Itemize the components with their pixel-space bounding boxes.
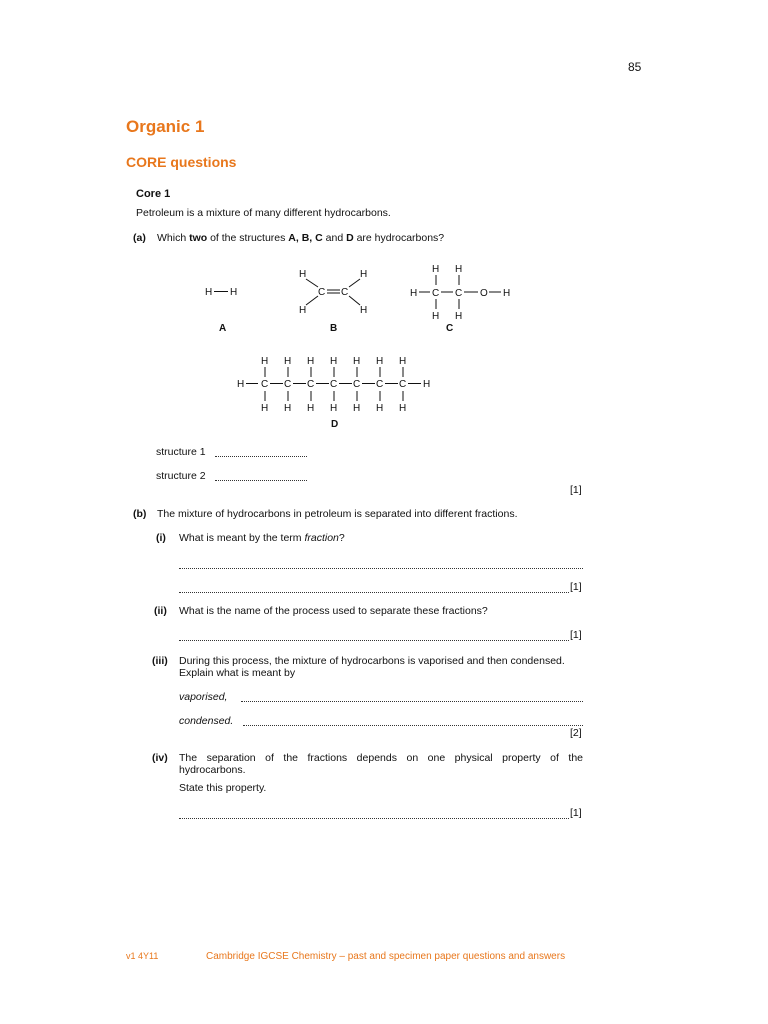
part-a-text: are hydrocarbons?: [353, 232, 445, 244]
answer-structure-2-label: structure 2: [156, 470, 206, 482]
mark-bi: [1]: [570, 581, 582, 593]
part-bi-question: [179, 532, 345, 545]
atom-h: H: [299, 269, 307, 280]
answer-bii-line[interactable]: [179, 630, 569, 641]
atom-h: H: [330, 356, 338, 367]
atom-h: H: [353, 356, 361, 367]
atom-c: C: [261, 379, 269, 390]
atom-h: H: [230, 287, 238, 298]
answer-vaporised-line[interactable]: [241, 691, 583, 702]
answer-biv-line[interactable]: [179, 808, 569, 819]
atom-c: C: [455, 288, 463, 299]
atom-h: H: [432, 264, 440, 275]
atom-h: H: [284, 356, 292, 367]
atom-h: H: [330, 403, 338, 414]
answer-condensed-line[interactable]: [243, 715, 583, 726]
part-a-text: of the structures: [207, 232, 289, 244]
atom-h: H: [353, 403, 361, 414]
atom-c: C: [284, 379, 292, 390]
page-number: 85: [628, 60, 642, 74]
part-bi-text: What is meant by the term: [179, 532, 305, 544]
structure-label-d: D: [331, 419, 339, 430]
page-title: Organic 1: [126, 117, 205, 136]
answer-bi-line-1[interactable]: [179, 558, 583, 569]
atom-h: H: [299, 305, 307, 316]
atom-h: H: [205, 287, 213, 298]
atom-c: C: [376, 379, 384, 390]
question-heading: Core 1: [136, 188, 171, 200]
atom-h: H: [360, 305, 368, 316]
atom-h: H: [410, 288, 418, 299]
part-a-text: and: [322, 232, 347, 244]
atom-h: H: [307, 356, 315, 367]
question-intro: Petroleum is a mixture of many different hydrocarbons.: [136, 207, 391, 219]
part-bi-text: ?: [338, 532, 345, 544]
answer-structure-2-line[interactable]: [215, 470, 307, 481]
part-a-label: (a): [133, 232, 146, 244]
mark-biv: [1]: [570, 807, 582, 819]
atom-h: H: [237, 379, 245, 390]
footer-version: v1 4Y11: [126, 951, 159, 961]
vaporised-label: vaporised,: [179, 691, 228, 703]
part-biv-line3: State this property.: [179, 782, 267, 794]
part-biii-label: (iii): [152, 655, 168, 667]
part-a-bold-abc: A, B, C: [288, 232, 323, 244]
part-a-text: Which: [157, 232, 190, 244]
atom-h: H: [423, 379, 431, 390]
atom-c: C: [330, 379, 338, 390]
condensed-label: condensed.: [179, 715, 234, 727]
part-bii-label: (ii): [154, 605, 167, 617]
answer-structure-1-line[interactable]: [215, 446, 307, 457]
atom-c: C: [341, 287, 349, 298]
atom-h: H: [455, 264, 463, 275]
atom-h: H: [376, 403, 384, 414]
atom-c: C: [353, 379, 361, 390]
structure-label-c: C: [446, 323, 454, 334]
atom-c: C: [307, 379, 315, 390]
atom-h: H: [455, 311, 463, 322]
structure-b: [299, 269, 367, 334]
atom-h: H: [399, 356, 407, 367]
part-biv-label: (iv): [152, 752, 168, 764]
atom-c: C: [399, 379, 407, 390]
structure-c: [410, 264, 510, 334]
atom-h: H: [376, 356, 384, 367]
atom-h: H: [503, 288, 511, 299]
atom-c: C: [318, 287, 326, 298]
atom-h: H: [284, 403, 292, 414]
part-biv-line1: The separation of the fractions depends on one physical property of the: [179, 752, 583, 764]
answer-structure-1-label: structure 1: [156, 446, 206, 458]
part-biii-line2: Explain what is meant by: [179, 667, 296, 679]
part-a-bold-two: two: [189, 232, 208, 244]
answer-bi-line-2[interactable]: [179, 582, 569, 593]
structure-label-a: A: [219, 323, 227, 334]
structure-d: [237, 356, 430, 414]
mark-bii: [1]: [570, 629, 582, 641]
structure-a: [205, 287, 237, 334]
part-biv-line2: hydrocarbons.: [179, 764, 246, 776]
part-a-bold-d: D: [346, 232, 354, 244]
part-bii-text: What is the name of the process used to separate these fractions?: [179, 605, 488, 617]
part-biii-line1: During this process, the mixture of hydrocarbons is vaporised and then condensed.: [179, 655, 565, 667]
structures-diagram: [0, 0, 768, 440]
footer-text: Cambridge IGCSE Chemistry – past and specimen paper questions and answers: [206, 951, 566, 962]
part-b-text: The mixture of hydrocarbons in petroleum is separated into different fractions.: [157, 508, 518, 520]
part-bi-label: (i): [156, 532, 166, 544]
atom-o: O: [480, 288, 488, 299]
section-heading: CORE questions: [126, 154, 237, 170]
atom-h: H: [261, 356, 269, 367]
atom-h: H: [399, 403, 407, 414]
part-b-label: (b): [133, 508, 147, 520]
mark-biii: [2]: [570, 727, 582, 739]
structure-label-b: B: [330, 323, 338, 334]
atom-h: H: [307, 403, 315, 414]
atom-c: C: [432, 288, 440, 299]
part-bi-term: fraction: [304, 532, 339, 544]
atom-h: H: [261, 403, 269, 414]
mark-a: [1]: [570, 484, 582, 496]
atom-h: H: [360, 269, 368, 280]
atom-h: H: [432, 311, 440, 322]
